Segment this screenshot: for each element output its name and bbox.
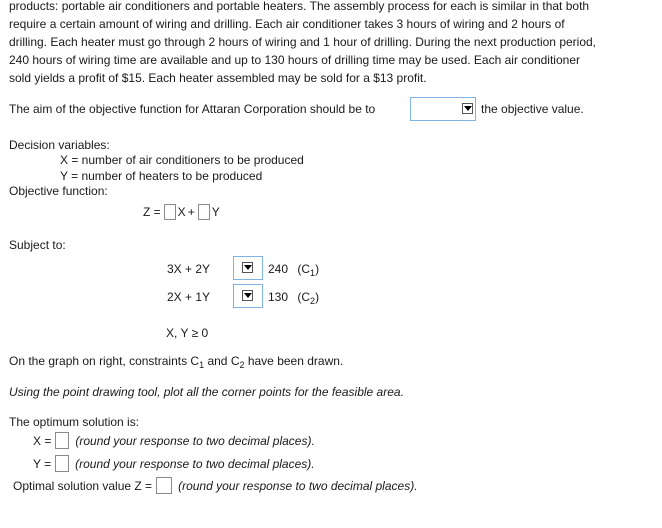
c2-rhs-value: 130 (268, 290, 289, 304)
graph-note-part: and C (204, 354, 240, 368)
x-var: X (177, 205, 186, 219)
x-answer-label: X = (33, 433, 52, 448)
x-answer-row (33, 432, 315, 449)
c1-expression: 3X + 2Y (167, 262, 211, 276)
graph-note-sub: 2 (239, 360, 245, 370)
c2-rhs (268, 290, 319, 306)
problem-line: sold yields a profit of $15. Each heater assembled may be sold for a $13 profit. (9, 71, 427, 85)
graph-note-part: have been drawn. (244, 354, 344, 368)
c2-label-text: (C (297, 290, 311, 304)
decision-x: X = number of air conditioners to be produced (60, 153, 304, 167)
c1-rhs-value: 240 (268, 262, 289, 276)
aim-prompt: The aim of the objective function for Attaran Corporation should be to (9, 102, 376, 116)
c1-rhs (268, 262, 319, 278)
y-answer-row (33, 455, 315, 472)
problem-line: drilling. Each heater must go through 2 hours of wiring and 1 hour of drilling. During the next production period, (9, 35, 597, 49)
instruction-text: Using the point drawing tool, plot all the corner points for the feasible area. (9, 385, 404, 399)
c1-label-text: (C (297, 262, 311, 276)
dropdown-arrow-icon[interactable] (462, 103, 473, 114)
x-answer-hint: (round your response to two decimal places). (75, 433, 315, 448)
c2-subscript: 2 (310, 296, 316, 306)
y-answer-label: Y = (33, 456, 52, 471)
decision-y: Y = number of heaters to be produced (60, 169, 263, 183)
problem-text (9, 0, 659, 87)
aim-suffix: the objective value. (481, 102, 584, 116)
graph-note (9, 354, 343, 370)
c2-relation-dropdown[interactable] (233, 284, 263, 308)
optimum-heading: The optimum solution is: (9, 415, 140, 429)
y-answer-input[interactable] (55, 455, 69, 472)
c1-relation-dropdown[interactable] (233, 256, 263, 280)
z-answer-label: Optimal solution value Z = (13, 478, 153, 493)
c2-label-close: ) (315, 290, 320, 304)
graph-note-part: On the graph on right, constraints C (9, 354, 200, 368)
c1-label (297, 262, 319, 276)
nonnegativity: X, Y ≥ 0 (166, 326, 209, 340)
subject-to-heading: Subject to: (9, 238, 66, 252)
objective-function (143, 204, 220, 220)
plus-sign: + (187, 205, 195, 219)
decision-heading: Decision variables: (9, 138, 110, 152)
problem-line: 240 hours of wiring time are available and up to 130 hours of drilling time may be used. Each air conditioner (9, 53, 580, 67)
z-answer-row (13, 477, 418, 494)
z-label: Z = (143, 205, 161, 219)
x-coefficient-input[interactable] (164, 204, 176, 220)
problem-line: products: portable air conditioners and portable heaters. The assembly process for each is similar in that both (9, 0, 590, 13)
problem-line: require a certain amount of wiring and drilling. Each air conditioner takes 3 hours of wiring and 2 hours of (9, 17, 565, 31)
dropdown-arrow-icon[interactable] (242, 262, 253, 273)
y-var: Y (211, 205, 220, 219)
y-answer-hint: (round your response to two decimal places). (75, 456, 315, 471)
z-answer-input[interactable] (156, 477, 172, 494)
z-answer-hint: (round your response to two decimal places). (178, 478, 418, 493)
dropdown-arrow-icon[interactable] (242, 290, 253, 301)
graph-note-sub: 1 (199, 360, 205, 370)
c1-label-close: ) (315, 262, 320, 276)
c2-label (297, 290, 319, 304)
x-answer-input[interactable] (55, 432, 69, 449)
c2-expression: 2X + 1Y (167, 290, 211, 304)
y-coefficient-input[interactable] (198, 204, 210, 220)
c1-subscript: 1 (310, 268, 316, 278)
aim-dropdown[interactable] (410, 97, 476, 121)
objective-heading: Objective function: (9, 184, 108, 198)
